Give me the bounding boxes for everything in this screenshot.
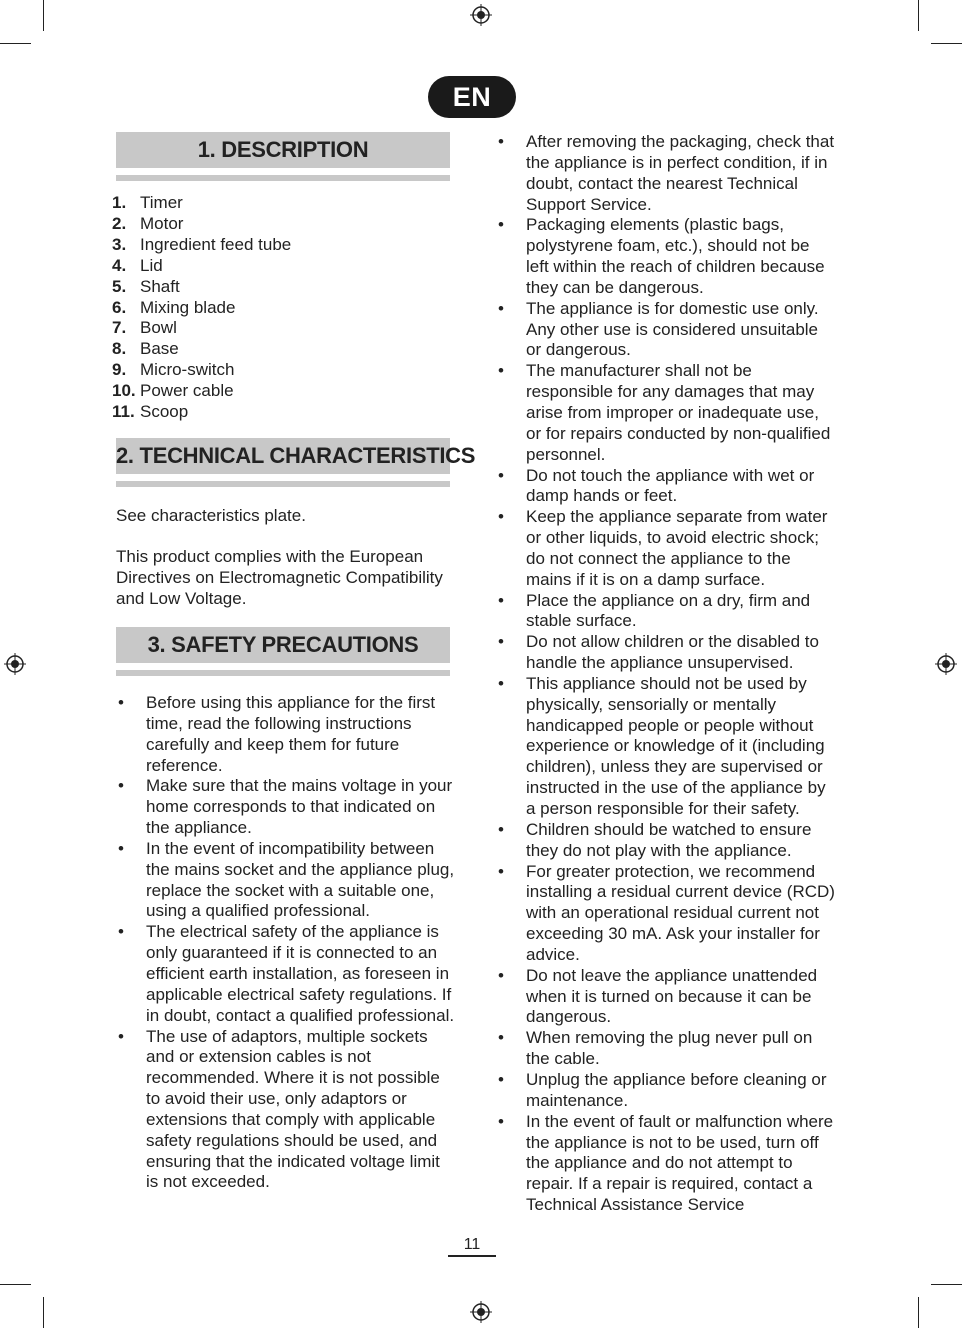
safety-bullet: • The manufacturer shall not be responsible for any damages that may arise from improper or inadequate use, or for repairs conducted by non-qualified personnel. bbox=[496, 361, 836, 465]
safety-bullet: • The electrical safety of the appliance is only guaranteed if it is connected to an efficient earth installation, as foreseen in applicable electrical safety regulations. If in doubt, contact a qualified professional. bbox=[116, 922, 456, 1026]
item-label: Base bbox=[140, 339, 179, 359]
crop-mark bbox=[43, 0, 44, 31]
safety-bullet: • The appliance is for domestic use only. Any other use is considered unsuitable or dangerous. bbox=[496, 299, 836, 362]
description-item bbox=[112, 298, 291, 319]
item-label: Power cable bbox=[140, 381, 234, 401]
safety-bullet: • The use of adaptors, multiple sockets and or extension cables is not recommended. Where it is not possible to avoid their use, only adaptors or extensions that comply with applicable safety regulations should be used, and ensuring that the indicated voltage limit is not exceeded. bbox=[116, 1027, 456, 1194]
section-heading-technical: 2. TECHNICAL CHARACTERISTICS bbox=[116, 438, 450, 474]
registration-mark-icon bbox=[935, 653, 957, 675]
technical-paragraph: See characteristics plate. bbox=[116, 506, 306, 525]
item-number: 8. bbox=[112, 339, 127, 359]
description-item bbox=[112, 339, 291, 360]
registration-mark-icon bbox=[470, 4, 492, 26]
registration-mark-icon bbox=[470, 1301, 492, 1323]
safety-bullet: • Unplug the appliance before cleaning or maintenance. bbox=[496, 1070, 836, 1112]
item-number: 10. bbox=[112, 381, 136, 401]
item-number: 9. bbox=[112, 360, 127, 380]
description-list bbox=[112, 193, 291, 423]
description-item bbox=[112, 381, 291, 402]
item-number: 5. bbox=[112, 276, 127, 296]
item-label: Timer bbox=[140, 193, 183, 212]
safety-bullet: • Before using this appliance for the first time, read the following instructions carefully and keep them for future reference. bbox=[116, 693, 456, 776]
safety-bullet: • This appliance should not be used by physically, sensorially or mentally handicapped people or people without experience or knowledge of it (including children), unless they are supervised or instructed in the use of the appliance by a person responsible for their safety. bbox=[496, 674, 836, 820]
safety-bullet: • Do not touch the appliance with wet or damp hands or feet. bbox=[496, 466, 836, 508]
section-divider bbox=[116, 670, 450, 676]
section-heading-description: 1. DESCRIPTION bbox=[116, 132, 450, 168]
crop-mark bbox=[918, 0, 919, 31]
section-divider bbox=[116, 175, 450, 181]
crop-mark bbox=[931, 1284, 962, 1285]
description-item bbox=[112, 214, 291, 235]
safety-bullet: • Do not allow children or the disabled to handle the appliance unsupervised. bbox=[496, 632, 836, 674]
safety-bullet: • Packaging elements (plastic bags, polystyrene foam, etc.), should not be left within the reach of children because they can be dangerous. bbox=[496, 215, 836, 298]
item-number: 6. bbox=[112, 297, 127, 317]
item-label: Mixing blade bbox=[140, 297, 236, 317]
description-item bbox=[112, 235, 291, 256]
description-item bbox=[112, 360, 291, 381]
item-label: Bowl bbox=[140, 318, 177, 338]
description-item bbox=[112, 193, 291, 214]
safety-bullet: • Place the appliance on a dry, firm and stable surface. bbox=[496, 591, 836, 633]
technical-paragraph: This product complies with the European Directives on Electromagnetic Compatibility and Low Voltage. bbox=[116, 547, 443, 608]
crop-mark bbox=[931, 43, 962, 44]
crop-mark bbox=[0, 43, 31, 44]
language-badge: EN bbox=[428, 76, 516, 118]
safety-bullet: • In the event of incompatibility between the mains socket and the appliance plug, replace the socket with a suitable one, using a qualified professional. bbox=[116, 839, 456, 922]
safety-bullet: • Do not leave the appliance unattended when it is turned on because it can be dangerous. bbox=[496, 966, 836, 1029]
registration-mark-icon bbox=[4, 653, 26, 675]
item-number: 2. bbox=[112, 213, 127, 233]
safety-bullet: • In the event of fault or malfunction where the appliance is not to be used, turn off the appliance and do not attempt to repair. If a repair is required, contact a Technical Assistance Service bbox=[496, 1112, 836, 1216]
item-label: Motor bbox=[140, 213, 184, 233]
safety-bullet: • Keep the appliance separate from water or other liquids, to avoid electric shock; do not connect the appliance to the mains if it is on a damp surface. bbox=[496, 507, 836, 590]
safety-bullet: • Make sure that the mains voltage in your home corresponds to that indicated on the appliance. bbox=[116, 776, 456, 839]
item-number: 1. bbox=[112, 193, 127, 212]
description-item bbox=[112, 318, 291, 339]
item-number: 4. bbox=[112, 255, 127, 275]
item-number: 11. bbox=[112, 402, 135, 422]
safety-bullet: • Children should be watched to ensure they do not play with the appliance. bbox=[496, 820, 836, 862]
safety-list-right bbox=[496, 132, 836, 1216]
crop-mark bbox=[0, 1284, 31, 1285]
crop-mark bbox=[918, 1297, 919, 1328]
page-number: 11 bbox=[448, 1235, 496, 1257]
section-heading-safety: 3. SAFETY PRECAUTIONS bbox=[116, 627, 450, 663]
safety-bullet: • For greater protection, we recommend installing a residual current device (RCD) with an operational residual current not exceeding 30 mA. Ask your installer for advice. bbox=[496, 862, 836, 966]
item-label: Lid bbox=[140, 255, 163, 275]
description-item bbox=[112, 256, 291, 277]
item-number: 3. bbox=[112, 234, 127, 254]
safety-bullet: • When removing the plug never pull on the cable. bbox=[496, 1028, 836, 1070]
description-item bbox=[112, 402, 291, 423]
item-label: Shaft bbox=[140, 276, 180, 296]
section-divider bbox=[116, 481, 450, 487]
item-label: Scoop bbox=[140, 402, 189, 422]
item-label: Micro-switch bbox=[140, 360, 235, 380]
item-number: 7. bbox=[112, 318, 127, 338]
crop-mark bbox=[43, 1297, 44, 1328]
safety-list-left bbox=[116, 693, 456, 1193]
item-label: Ingredient feed tube bbox=[140, 234, 292, 254]
description-item bbox=[112, 277, 291, 298]
safety-bullet: • After removing the packaging, check that the appliance is in perfect condition, if in doubt, contact the nearest Technical Support Service. bbox=[496, 132, 836, 215]
